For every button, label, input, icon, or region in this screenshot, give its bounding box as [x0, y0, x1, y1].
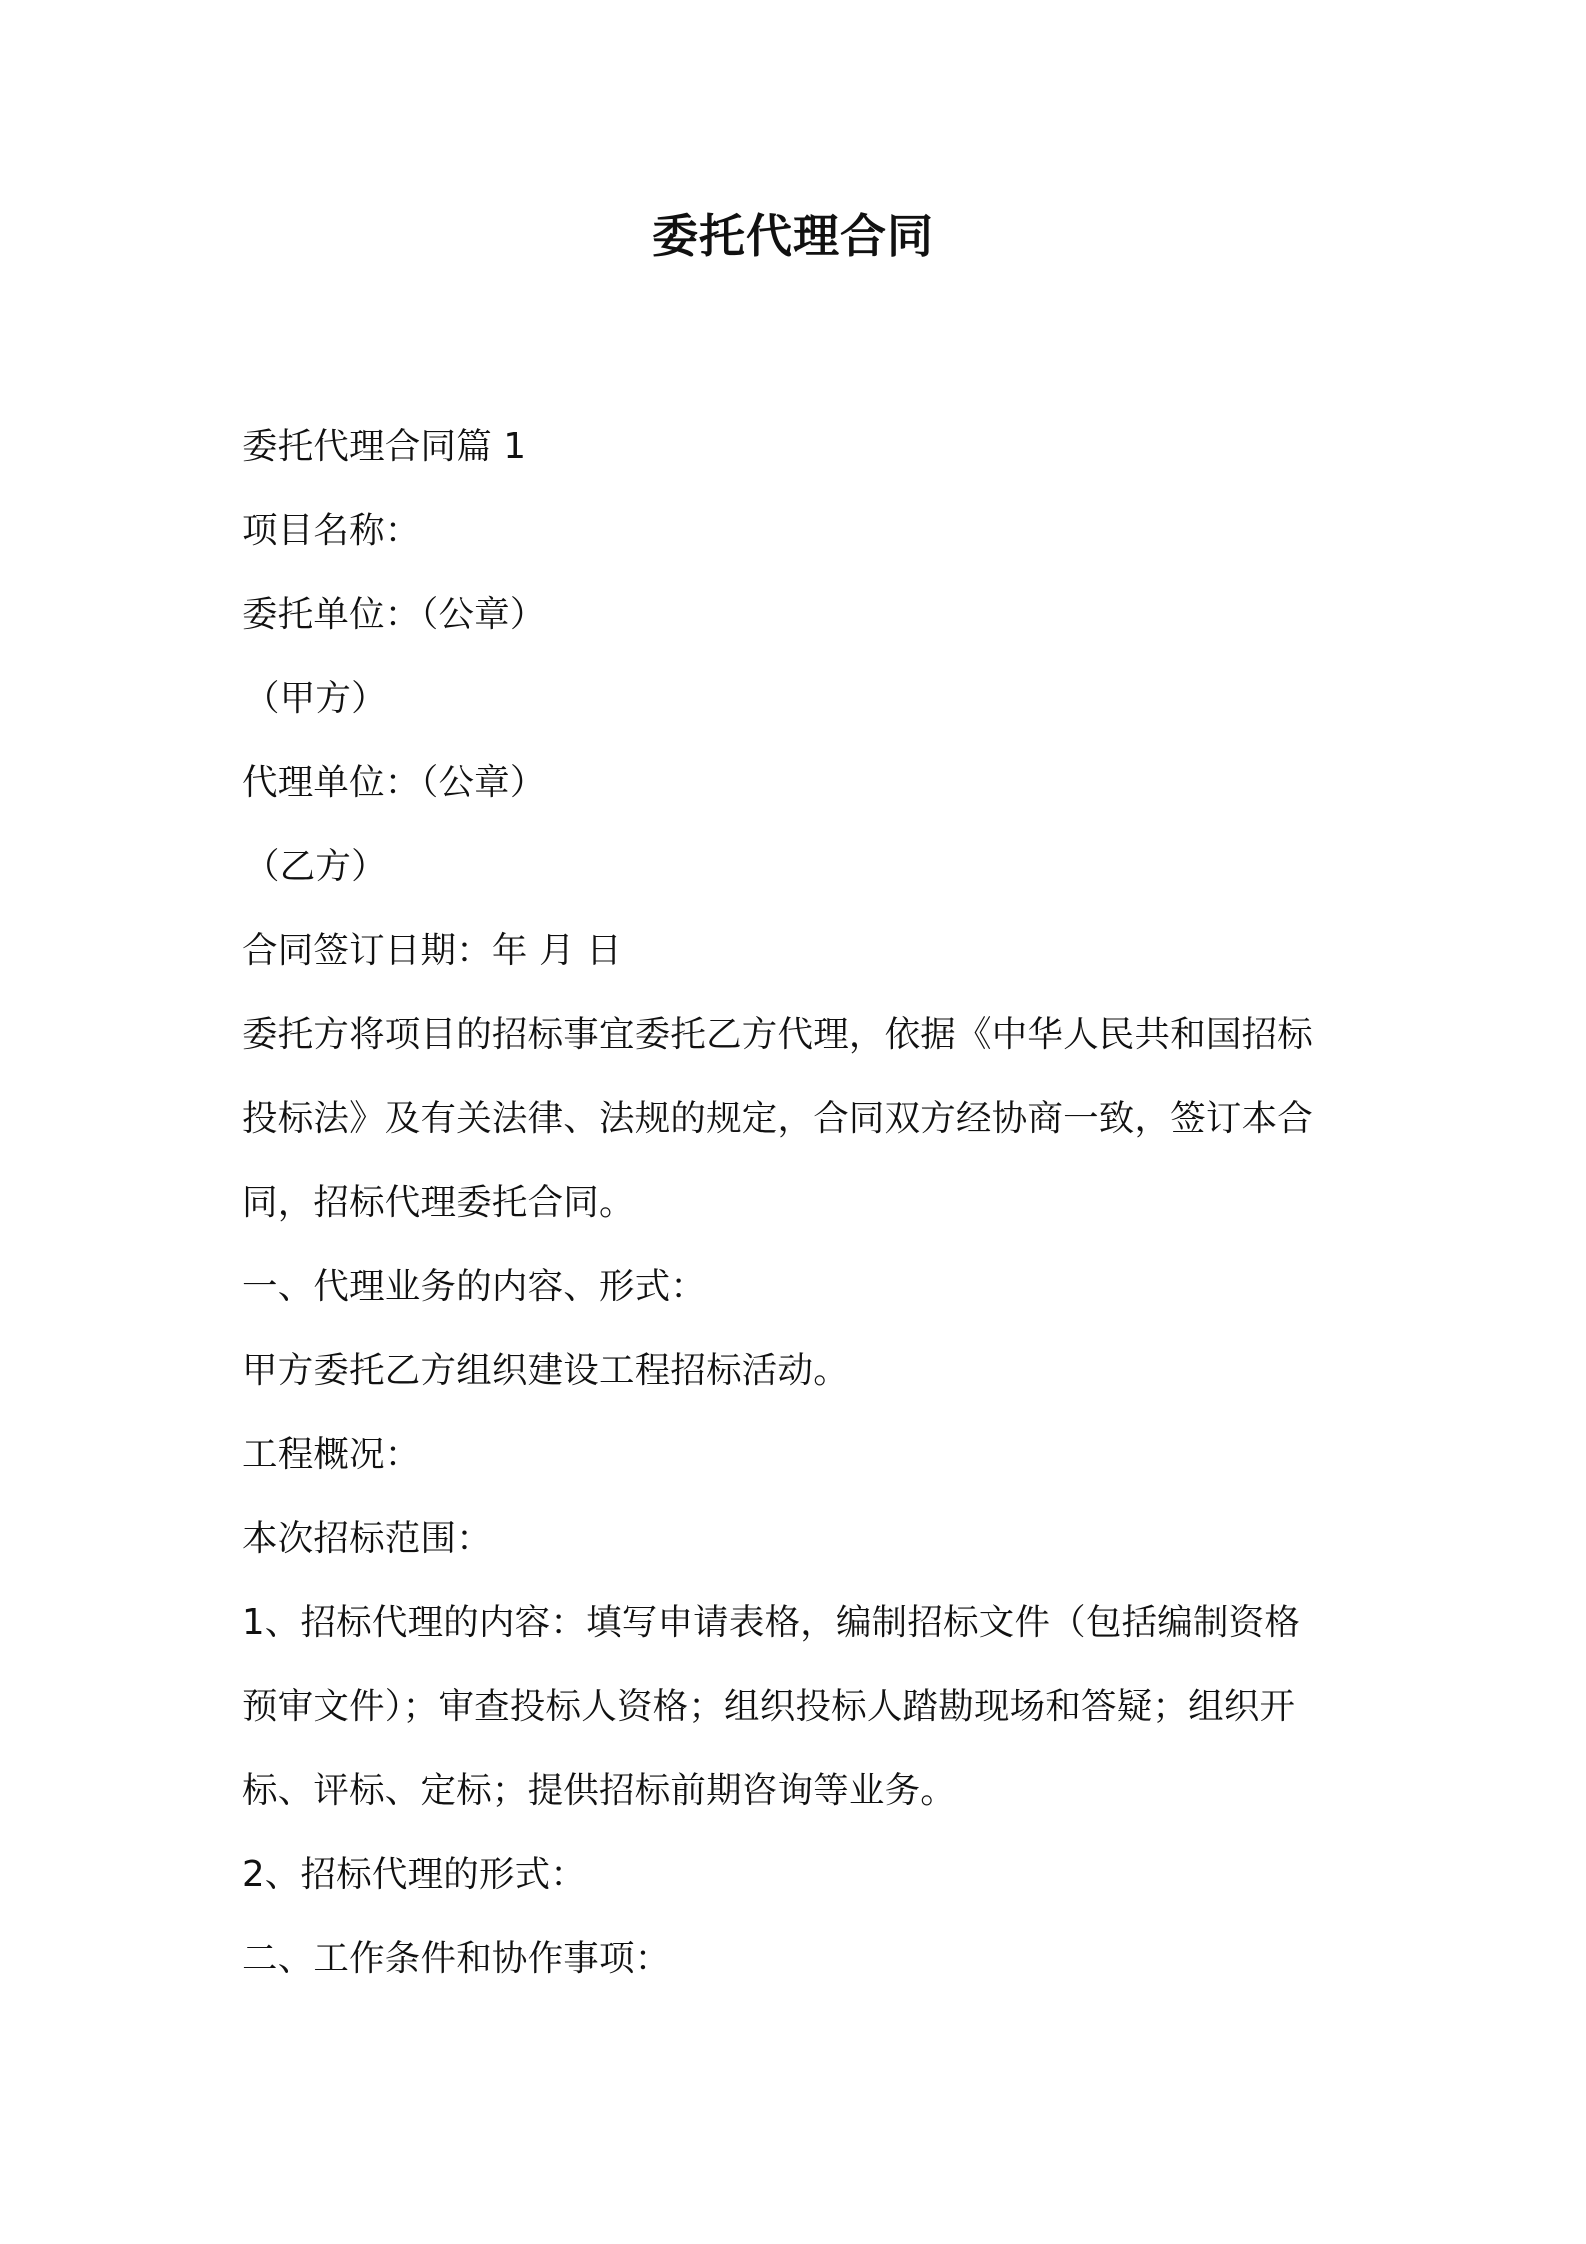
signing-date-line: 合同签订日期：年 月 日	[242, 930, 622, 971]
paragraph-line: 1、招标代理的内容：填写申请表格，编制招标文件（包括编制资格	[242, 1602, 1301, 1643]
client-unit-line: 委托单位：（公章）	[242, 594, 546, 635]
paragraph-line: 投标法》及有关法律、法规的规定，合同双方经协商一致，签订本合	[242, 1098, 1314, 1139]
agent-unit-line: 代理单位：（公章）	[242, 762, 546, 803]
paragraph-line: 委托方将项目的招标事宜委托乙方代理，依据《中华人民共和国招标	[242, 1014, 1314, 1055]
paragraph-line: 预审文件）；审查投标人资格；组织投标人踏勘现场和答疑；组织开	[242, 1686, 1296, 1727]
paragraph-line: 标、评标、定标；提供招标前期咨询等业务。	[242, 1770, 957, 1811]
party-b-line: （乙方）	[244, 846, 387, 887]
paragraph-line: 甲方委托乙方组织建设工程招标活动。	[242, 1350, 849, 1391]
section-heading: 委托代理合同篇 1	[242, 426, 527, 467]
project-name-line: 项目名称：	[242, 510, 421, 551]
bidding-scope-line: 本次招标范围：	[242, 1518, 492, 1559]
clause-heading: 一、代理业务的内容、形式：	[242, 1266, 707, 1307]
project-overview-line: 工程概况：	[242, 1434, 421, 1475]
document-title: 委托代理合同	[652, 209, 934, 263]
agency-form-line: 2、招标代理的形式：	[242, 1854, 587, 1895]
document-body	[242, 405, 1362, 2001]
paragraph-line: 同，招标代理委托合同。	[242, 1182, 635, 1223]
party-a-line: （甲方）	[244, 678, 387, 719]
clause-heading: 二、工作条件和协作事项：	[242, 1938, 671, 1979]
